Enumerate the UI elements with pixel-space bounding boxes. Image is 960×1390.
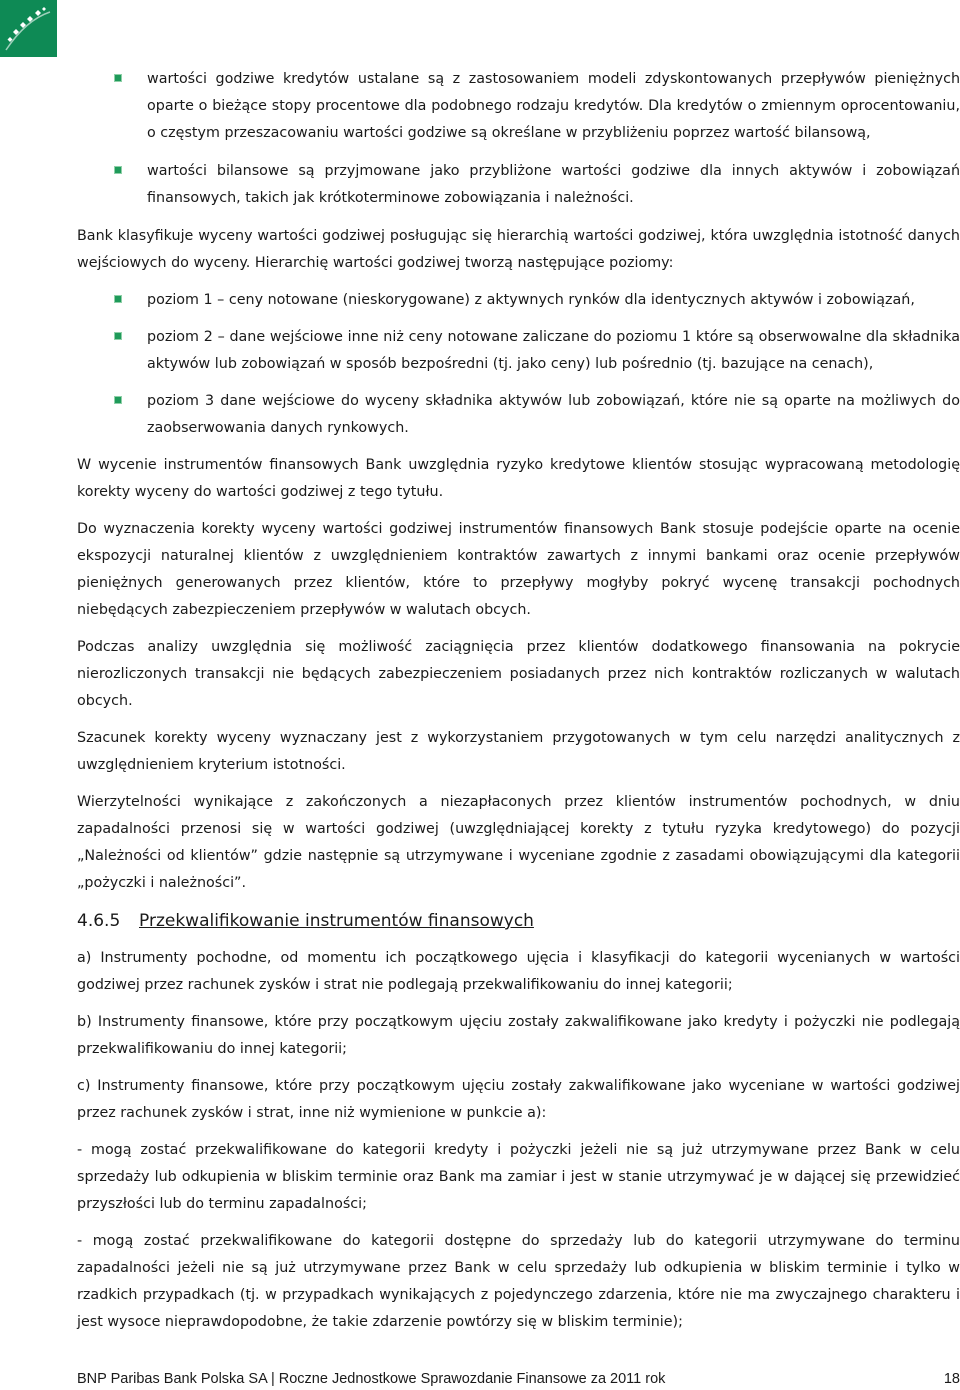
paragraph: c) Instrumenty finansowe, które przy początkowym ujęciu zostały zakwalifikowane jako wyceniane w wartości godziwej przez rachunek zysków i strat, inne niż wymienione w punkcie a): xyxy=(77,1078,960,1121)
paragraph: - mogą zostać przekwalifikowane do kategorii kredyty i pożyczki jeżeli nie są już utrzymywane przez Bank w celu sprzedaży lub odkupienia w bliskim terminie oraz Bank ma zamiar i jest w stanie utrzymywać je w dającej się przewidzieć przyszłości lub do terminu zapadalności; xyxy=(77,1142,960,1212)
section-number: 4.6.5 xyxy=(77,911,121,931)
paragraph: Do wyznaczenia korekty wyceny wartości godziwej instrumentów finansowych Bank stosuje podejście oparte na ocenie ekspozycji naturalnej klientów z uwzględnieniem kontraktów zawartych z innymi bankami oraz ocenie przepływów pieniężnych generowanych przez klientów, które to przepływy mogłyby pokryć wycenę transakcji pochodnych niebędących zabezpieczeniem przepływów w walutach obcych. xyxy=(77,521,960,618)
paragraph: Szacunek korekty wyceny wyznaczany jest z wykorzystaniem przygotowanych w tym celu narzędzi analitycznych z uwzględnieniem kryterium istotności. xyxy=(77,730,960,773)
list-item xyxy=(77,66,960,147)
list-item-text: wartości bilansowe są przyjmowane jako przybliżone wartości godziwe dla innych aktywów i zobowiązań finansowych, takich jak krótkoterminowe zobowiązania i należności. xyxy=(147,163,960,206)
list-item-text: wartości godziwe kredytów ustalane są z zastosowaniem modeli zdyskontowanych przepływów pieniężnych oparte o bieżące stopy procentowe dla podobnego rodzaju kredytów. Dla kredytów o zmiennym oprocentowaniu, o częstym przeszacowaniu wartości godziwe są określane w przybliżeniu poprzez wartość bilansową, xyxy=(147,71,960,141)
valuation-bullets xyxy=(77,66,960,212)
paragraph: a) Instrumenty pochodne, od momentu ich początkowego ujęcia i klasyfikacji do kategorii wycenianych w wartości godziwej przez rachunek zysków i strat nie podlegają przekwalifikowaniu do innej kategorii; xyxy=(77,950,960,993)
stars-logo-icon xyxy=(0,0,57,57)
paragraph: Wierzytelności wynikające z zakończonych a niezapłaconych przez klientów instrumentów pochodnych, w dniu zapadalności przenosi się w wartości godziwej (uwzględniającej korekty z tytułu ryzyka kredytowego) do pozycji „Należności od klientów” gdzie następnie są utrzymywane i wyceniane zgodnie z zasadami obowiązującymi dla kategorii „pożyczki i należności”. xyxy=(77,794,960,891)
bullet-marker-icon xyxy=(114,74,122,82)
paragraph: - mogą zostać przekwalifikowane do kategorii dostępne do sprzedaży lub do kategorii utrzymywane do terminu zapadalności jeżeli nie są już utrzymywane przez Bank w celu sprzedaży lub odkupienia w bliskim terminie i tylko w rzadkich przypadkach (tj. w przypadkach wynikających z pojedynczego zdarzenia, które nie ma zwyczajnego charakteru i jest wysoce nieprawdopodobne, że takie zdarzenie powtórzy się w bliskim terminie); xyxy=(77,1233,960,1330)
footer-text: BNP Paribas Bank Polska SA | Roczne Jednostkowe Sprawozdanie Finansowe za 2011 rok xyxy=(77,1371,666,1387)
list-item-text: poziom 3 dane wejściowe do wyceny składnika aktywów lub zobowiązań, które nie są oparte na możliwych do zaobserwowania danych rynkowych. xyxy=(147,393,960,436)
paragraph: W wycenie instrumentów finansowych Bank uwzględnia ryzyko kredytowe klientów stosując wypracowaną metodologię korekty wyceny do wartości godziwej z tego tytułu. xyxy=(77,457,960,500)
section-heading xyxy=(77,907,960,935)
list-item-text: poziom 2 – dane wejściowe inne niż ceny notowane zaliczane do poziomu 1 które są obserwowalne dla składnika aktywów lub zobowiązań w sposób bezpośredni (tj. jako ceny) lub pośrednio (tj. bazujące na cenach), xyxy=(147,329,960,372)
list-item xyxy=(77,324,960,378)
bullet-marker-icon xyxy=(114,396,122,404)
list-item xyxy=(77,158,960,212)
paragraph: Podczas analizy uwzględnia się możliwość zaciągnięcia przez klientów dodatkowego finansowania na pokrycie nierozliczonych transakcji nie będących zabezpieczeniem posiadanych przez nich kontraktów rozliczanych w walutach obcych. xyxy=(77,639,960,709)
document-body xyxy=(77,66,960,1346)
list-item-text: poziom 1 – ceny notowane (nieskorygowane) z aktywnych rynków dla identycznych aktywów i zobowiązań, xyxy=(147,292,915,308)
hierarchy-levels-list xyxy=(77,287,960,442)
page-number: 18 xyxy=(943,1371,960,1387)
bullet-marker-icon xyxy=(114,295,122,303)
section-title: Przekwalifikowanie instrumentów finansowych xyxy=(139,911,534,931)
paragraph-hierarchy: Bank klasyfikuje wyceny wartości godziwej posługując się hierarchią wartości godziwej, która uwzględnia istotność danych wejściowych do wyceny. Hierarchię wartości godziwej tworzą następujące poziomy: xyxy=(77,228,960,271)
bank-logo xyxy=(0,0,57,57)
bullet-marker-icon xyxy=(114,166,122,174)
page-footer xyxy=(77,1370,960,1388)
list-item xyxy=(77,287,960,314)
list-item xyxy=(77,388,960,442)
paragraph: b) Instrumenty finansowe, które przy początkowym ujęciu zostały zakwalifikowane jako kredyty i pożyczki nie podlegają przekwalifikowaniu do innej kategorii; xyxy=(77,1014,960,1057)
bullet-marker-icon xyxy=(114,332,122,340)
